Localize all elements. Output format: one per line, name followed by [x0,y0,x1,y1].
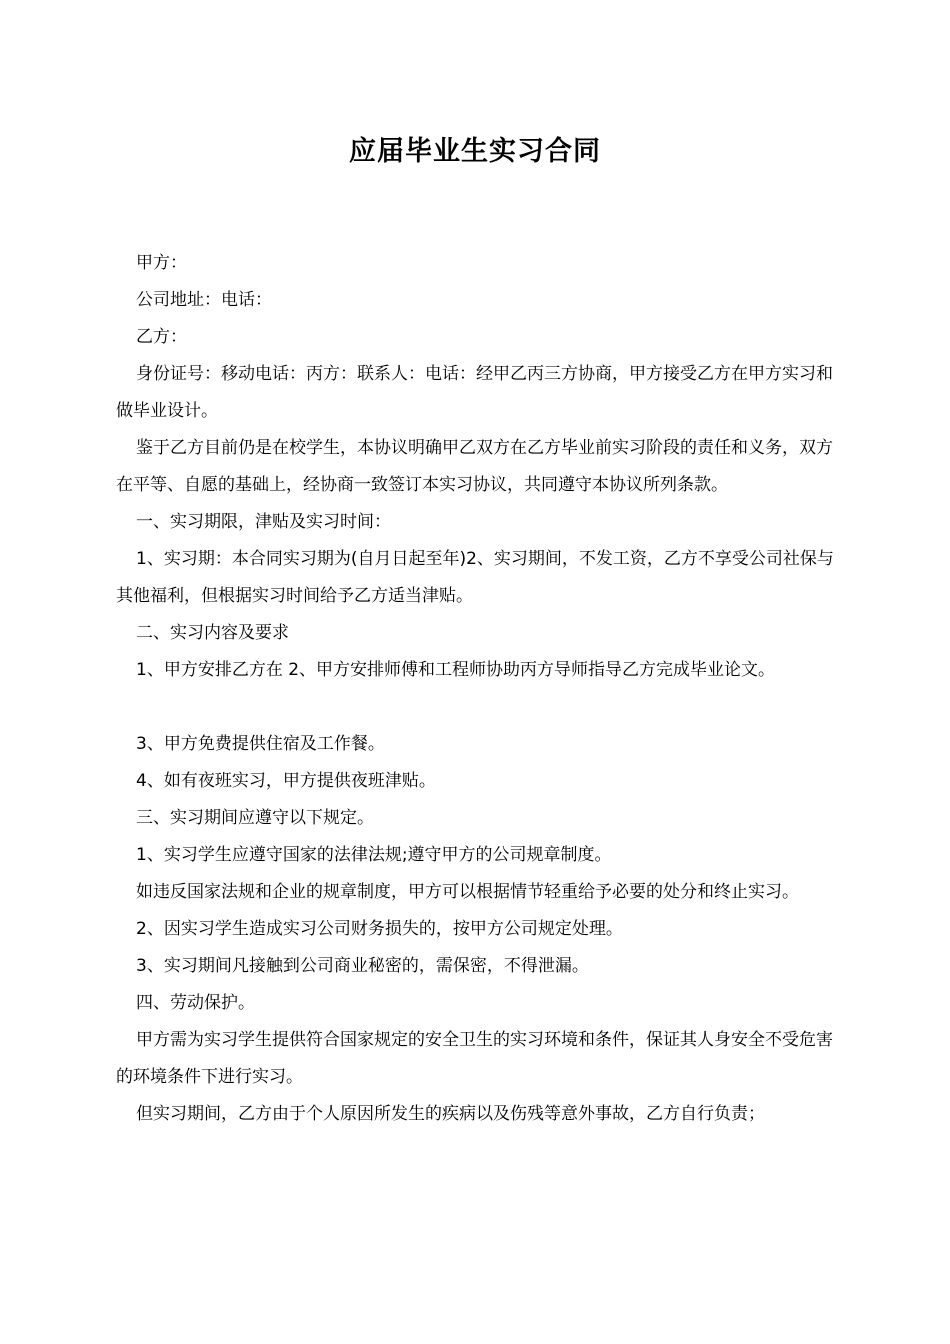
section-2-item-4: 4、如有夜班实习，甲方提供夜班津贴。 [136,771,436,791]
section-3-item-1: 1、实习学生应遵守国家的法律法规;遵守甲方的公司规章制度。 [136,845,612,865]
party-b-line: 乙方： [136,327,187,347]
document-title: 应届毕业生实习合同 [349,136,601,167]
section-3-heading: 三、实习期间应遵守以下规定。 [136,808,374,828]
section-3-item-2: 2、因实习学生造成实习公司财务损失的，按甲方公司规定处理。 [136,919,623,939]
section-4-liability-paragraph: 但实习期间，乙方由于个人原因所发生的疾病以及伤残等意外事故，乙方自行负责； [136,1104,765,1124]
section-2-item-1: 1、甲方安排乙方在 2、甲方安排师傅和工程师协助丙方导师指导乙方完成毕业论文。 [136,660,776,680]
section-2-item-3: 3、甲方免费提供住宿及工作餐。 [136,734,385,754]
blank-line [116,689,836,726]
section-4-heading: 四、劳动保护。 [136,993,255,1013]
section-4-safety-paragraph: 甲方需为实习学生提供符合国家规定的安全卫生的实习环境和条件，保证其人身安全不受危害的环境条件下进行实习。 [116,1030,833,1087]
document-body [116,245,836,1133]
section-1-item-1: 1、实习期：本合同实习期为(自月日起至年)2、实习期间，不发工资，乙方不享受公司社保与其他福利，但根据实习时间给予乙方适当津贴。 [116,549,834,606]
section-2-heading: 二、实习内容及要求 [136,623,289,643]
company-address-line: 公司地址：电话： [136,290,272,310]
id-and-contact-paragraph: 身份证号：移动电话：丙方：联系人：电话：经甲乙丙三方协商，甲方接受乙方在甲方实习和做毕业设计。 [116,364,833,421]
preamble-paragraph: 鉴于乙方目前仍是在校学生，本协议明确甲乙双方在乙方毕业前实习阶段的责任和义务，双方在平等、自愿的基础上，经协商一致签订本实习协议，共同遵守本协议所列条款。 [116,438,833,495]
party-a-line: 甲方： [136,253,187,273]
section-3-violation-paragraph: 如违反国家法规和企业的规章制度，甲方可以根据情节轻重给予必要的处分和终止实习。 [136,882,799,902]
section-3-item-3: 3、实习期间凡接触到公司商业秘密的，需保密，不得泄漏。 [136,956,589,976]
section-1-heading: 一、实习期限，津贴及实习时间： [136,512,391,532]
